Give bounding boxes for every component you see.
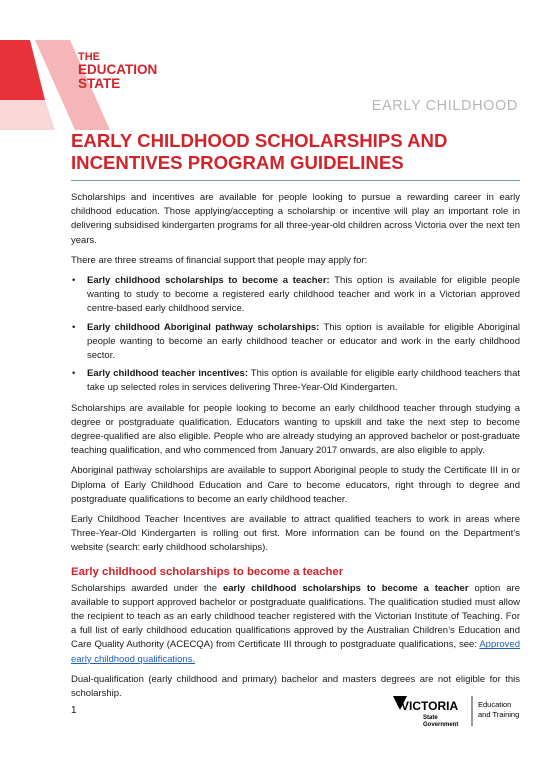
logo-government: Government <box>423 722 459 728</box>
section-paragraph <box>71 582 520 667</box>
banner-pink-stripe-2 <box>0 100 55 130</box>
bullet-icon: • <box>72 321 76 333</box>
stream-text: This option is available for eligible Aboriginal people wanting to become an early childhood teacher or educator and work in the early childhood sector. <box>87 321 521 362</box>
svg-text:THE: THE <box>78 51 100 63</box>
section-text-1: Scholarships awarded under the <box>71 582 223 594</box>
section-heading: Early childhood scholarships to become a teacher <box>71 565 344 578</box>
list-item <box>71 367 520 395</box>
education-state-logo <box>78 51 157 91</box>
list-item <box>71 321 520 364</box>
stream-title: Early childhood teacher incentives: <box>87 368 248 380</box>
section-text-bold: early childhood scholarships to become a teacher <box>222 582 469 594</box>
banner-red-stripe <box>0 40 45 100</box>
logo-state: State <box>423 715 438 721</box>
svg-text:EDUCATION: EDUCATION <box>78 62 158 77</box>
aboriginal-paragraph: Aboriginal pathway scholarships are available to support Aboriginal people to study the Certificate III in or Diploma of Early Childhood Education and Care to become educators, right through to degree and postgraduate qualifications to become an early childhood teacher. <box>71 465 520 505</box>
list-item <box>71 274 520 317</box>
dual-qualification-paragraph: Dual-qualification (early childhood and primary) bachelor and masters degrees are not eligible for this scholarship. <box>71 673 520 700</box>
title-divider <box>71 180 520 181</box>
logo-victoria: VICTORIA <box>401 699 459 713</box>
section-text-2: option are available to support approved bachelor or postgraduate qualifications. The qualification studied must allow the recipient to teach as an early childhood teacher registered with the Victorian Institute of Teaching. For a full list of early childhood education qualifications approved by the Australian Children’s Education and Care Quality Authority (ACECQA) from Certificate III through to postgraduate qualifications, see: <box>71 582 520 651</box>
section-label: EARLY CHILDHOOD <box>371 98 518 114</box>
main-content <box>71 130 520 707</box>
bullet-icon: • <box>72 368 76 380</box>
stream-text: This option is available for eligible early childhood teachers that take up selected roles in services delivering Three-Year-Old Kindergarten. <box>87 368 520 394</box>
page-number: 1 <box>71 705 77 716</box>
streams-list <box>71 274 520 396</box>
intro-paragraph: Scholarships and incentives are available for people looking to pursue a rewarding career in early childhood education. Those applying/accepting a scholarship or incentive will play an important role in delivering subsidised kindergarten programs for all three-year-old children across Victoria over the next ten years. <box>71 192 520 246</box>
stream-text: This option is available for eligible people wanting to study to become a registered early childhood teacher and work in a Victorian approved centre-based early childhood service. <box>87 275 520 315</box>
approved-qualifications-link[interactable]: Approved early childhood qualifications. <box>71 639 520 665</box>
stream-title: Early childhood scholarships to become a teacher: <box>87 275 330 287</box>
svg-text:STATE: STATE <box>78 76 121 91</box>
scholarships-paragraph: Scholarships are available for people looking to become an early childhood teacher through studying a degree or postgraduate qualification. Educators wanting to upskill and take the next step to become degree-qualified are also eligible. People who are already studying an approved bachelor or post-graduate teaching qualification, and who commenced from January 2017 onwards, are also eligible to apply. <box>71 402 520 457</box>
logo-dept-line-1: Education <box>478 700 512 709</box>
page-title <box>71 130 520 174</box>
victoria-government-logo <box>393 690 523 730</box>
title-line-1: EARLY CHILDHOOD SCHOLARSHIPS AND <box>71 130 448 151</box>
streams-intro: There are three streams of financial support that people may apply for: <box>71 254 368 266</box>
bullet-icon: • <box>72 275 76 287</box>
incentives-paragraph: Early Childhood Teacher Incentives are available to attract qualified teachers to work in areas where Three-Year-Old Kindergarten is rolling out first. More information can be found on the Department’s website (search: early childhood scholarships). <box>71 514 520 554</box>
title-line-2: INCENTIVES PROGRAM GUIDELINES <box>71 152 404 173</box>
logo-dept-line-2: and Training <box>478 710 520 719</box>
stream-title: Early childhood Aboriginal pathway scholarships: <box>87 321 320 333</box>
